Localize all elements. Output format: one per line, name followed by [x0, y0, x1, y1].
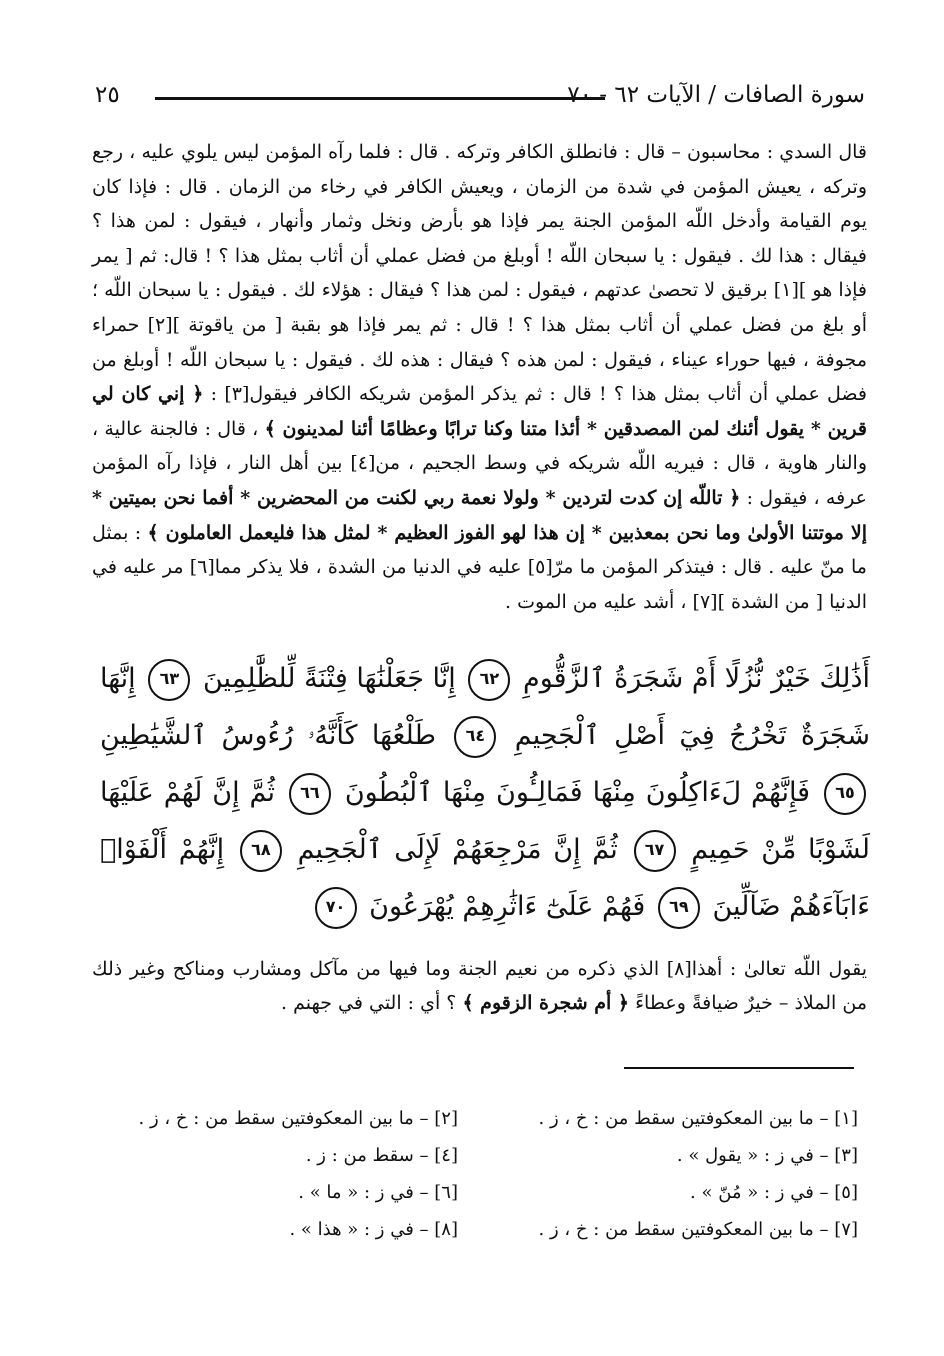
commentary-text: : بمثل ما منّ عليه . قال : فيتذكر المؤمن ما مرّ[٥] عليه في الدنيا من الشدة ، فلا يذكر مما[٦] مر عليه في الدنيا [ من الشدة ][٧] ، أشد عليه من الموت . [92, 521, 867, 613]
ayah-number-marker: ٦٩ [658, 887, 700, 929]
quran-verses [100, 650, 870, 935]
ayah-text: طَلْعُهَا كَأَنَّهُۥ رُءُوسُ ٱلشَّيَٰطِينِ [100, 720, 436, 751]
footnote-row [98, 1108, 858, 1145]
footnotes-block [98, 1108, 858, 1256]
footnote: [٤] – سقط من : ز . [305, 1145, 458, 1166]
footnote: [١] – ما بين المعكوفتين سقط من : خ ، ز . [538, 1108, 858, 1129]
ayah-number-marker: ٦٣ [148, 659, 190, 701]
footnote: [٢] – ما بين المعكوفتين سقط من : خ ، ز . [138, 1108, 458, 1129]
footnote-row [98, 1145, 858, 1182]
ayah-text: ثُمَّ إِنَّ مَرْجِعَهُمْ لَإِلَى ٱلْجَحِيمِ [297, 834, 618, 865]
ayah-text: ثُمَّ إِنَّ لَهُمْ عَلَيْهَا لَشَوْبًا مِّنْ حَمِيمٍ [100, 777, 871, 865]
quran-verses-block [100, 650, 870, 935]
page-number: ٢٥ [95, 82, 120, 108]
explanation-text: يقول اللّه تعالىٰ : أهذا[٨] الذي ذكره من نعيم الجنة وما فيها من مآكل ومشارب ومناكح وغير ذلك من الملاذ – خيرٌ ضيافةً وعطاءً [92, 958, 867, 1014]
explanation-paragraph [92, 952, 867, 1020]
ayah-number-marker: ٦٧ [634, 830, 676, 872]
page-header [95, 82, 865, 116]
surah-title: سورة الصافات / الآيات ٦٢ - ٧٠ [567, 82, 865, 108]
quoted-verses: ﴿ إني كان لي قرين * يقول أئنك لمن المصدقين * أئذا متنا وكنا ترابًا وعظامًا أئنا لمدينون ﴾ [92, 383, 867, 440]
ayah-text: إِنَّهُمْ أَلْفَوْا۟ ءَابَآءَهُمْ ضَآلِّينَ [100, 834, 870, 922]
commentary-text: قال السدي : محاسبون – قال : فانطلق الكافر وتركه . قال : فلما رآه المؤمن ليس يلوي عليه ، رجع وتركه ، يعيش المؤمن في شدة من الزمان ، ويعيش الكافر في رخاء من الزمان . قال : فإذا كان يوم القيامة وأدخل اللّه المؤمن الجنة يمر فإذا هو بأرض ونخل وثمار وأنهار ، فيقول : لمن هذا ؟ فيقال : هذا لك . فيقول : يا سبحان اللّه ! أوبلغ من فضل عملي أن أثاب بمثل هذا ؟ ! قال: ثم [ يمر فإذا هو ][١] برقيق لا تحصىٰ عدتهم ، فيقول : لمن هذا ؟ فيقال : هؤلاء لك . فيقول : يا سبحان اللّه ؛ أو بلغ من فضل عملي أن أثاب بمثل هذا ؟ ! قال : ثم يمر فإذا هو بقبة [ من ياقوتة ][٢] حمراء مجوفة ، فيها حوراء عيناء ، فيقول : لمن هذه ؟ فيقال : هذه لك . فيقول : يا سبحان اللّه ! أوبلغ من فضل عملي أن أثاب بمثل هذا ؟ ! قال : ثم يذكر المؤمن شريكه الكافر فيقول[٣] : [92, 141, 867, 406]
footnote: [٥] – في ز : « مُنّ » . [690, 1182, 858, 1203]
ayah-number-marker: ٦٦ [289, 773, 331, 815]
ayah-number-marker: ٦٤ [454, 716, 496, 758]
footnote: [٧] – ما بين المعكوفتين سقط من : خ ، ز . [538, 1219, 858, 1240]
quoted-verse: ﴿ أم شجرة الزقوم ﴾ [462, 992, 630, 1014]
footnote: [٨] – في ز : « هذا » . [289, 1219, 458, 1240]
quoted-verses: ﴿ تاللّه إن كدت لتردين * ولولا نعمة ربي لكنت من المحضرين * أفما نحن بميتين * إلا موتتنا الأولىٰ وما نحن بمعذبين * إن هذا لهو الفوز العظيم * لمثل هذا فليعمل العاملون ﴾ [92, 486, 867, 544]
commentary-block [92, 135, 867, 619]
ayah-text: فَإِنَّهُمْ لَءَاكِلُونَ مِنْهَا فَمَالِـُٔونَ مِنْهَا ٱلْبُطُونَ [344, 777, 811, 808]
ayah-number-marker: ٧٠ [315, 887, 357, 929]
footnote-separator [624, 1067, 854, 1069]
ayah-number-marker: ٦٨ [240, 830, 282, 872]
header-rule [155, 97, 605, 100]
footnote: [٣] – في ز : « يقول » . [676, 1145, 858, 1166]
ayah-text: أَذَٰلِكَ خَيْرٌ نُّزُلًا أَمْ شَجَرَةُ ٱلزَّقُّومِ [523, 663, 870, 694]
explanation-text: ؟ أي : التي في جهنم . [281, 992, 457, 1014]
commentary-text: ، قال : فالجنة عالية ، والنار هاوية ، قال : فيريه اللّه شريكه في وسط الجحيم ، من[٤] بين أهل النار ، فإذا رآه المؤمن عرفه ، فيقول : [92, 417, 868, 509]
ayah-text: إِنَّهَا شَجَرَةٌ تَخْرُجُ فِيٓ أَصْلِ ٱلْجَحِيمِ [100, 663, 870, 751]
ayah-number-marker: ٦٢ [468, 659, 510, 701]
explanation-block [92, 952, 867, 1020]
footnote-row [98, 1219, 858, 1256]
commentary-paragraph [92, 135, 867, 619]
ayah-text: فَهُمْ عَلَىٰٓ ءَاثَٰرِهِمْ يُهْرَعُونَ [369, 891, 646, 922]
footnote: [٦] – في ز : « ما » . [298, 1182, 458, 1203]
ayah-number-marker: ٦٥ [824, 773, 866, 815]
ayah-text: إِنَّا جَعَلْنَٰهَا فِتْنَةً لِّلظَّٰلِمِينَ [202, 663, 456, 694]
footnote-row [98, 1182, 858, 1219]
